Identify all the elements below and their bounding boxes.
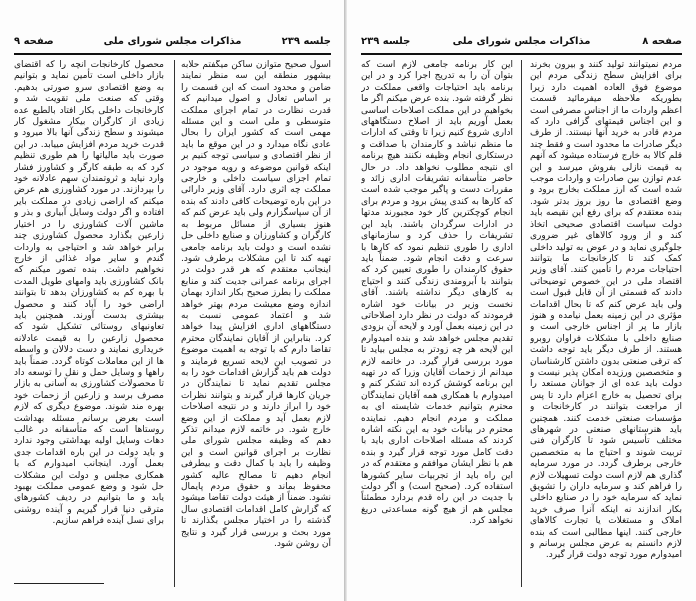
right-page bbox=[347, 0, 696, 601]
right-page-header bbox=[361, 35, 682, 55]
right-page-column-divider bbox=[521, 60, 522, 587]
left-page-column-left-text: محصول کارخانجات آنچه را که اقتضای بازار داخلی است تأمین نماید و بتوانیم به وضع اقتصادی سرو صورتی بدهیم. وقتی که صنعت ملی تقویت شد و کارخانجات داخلی بکار افتاد بالطبع عده زیادی از کارگران بیکار مشغول کار میشوند و سطح زندگی آنها بالا میرود و قدرت خرید مردم افزایش مییابد. در این صورت باید مالیاتها را هم طوری تنظیم کرد که به طبقه کارگر و کشاورز فشار وارد نیاید و ثروتمندان سهم عادلانه خود را بپردازند. در مورد کشاورزی هم عرض میکنم که اراضی زیادی در مملکت بایر افتاده و اگر دولت وسایل آبیاری و بذر و ماشین آلات کشاورزی را در اختیار زارعین بگذارد محصول کشاورزی چند برابر خواهد شد و احتیاجی به واردات گندم و سایر مواد غذائی از خارج نخواهیم داشت. بنده تصور میکنم که بانک کشاورزی باید وامهای طویل المدت با بهره کم به کشاورزان بدهد تا بتوانند اراضی خود را آباد کنند و محصول بیشتری بدست آورند. همچنین باید تعاونیهای روستائی تشکیل شود که محصول زارعین را به قیمت عادلانه خریداری نمایند و دست دلالان و واسطه ها از این معاملات کوتاه گردد. ضمناً باید راهها و وسایل حمل و نقل را توسعه داد تا محصولات کشاورزی به آسانی به بازار مصرف برسد و زارعین از زحمات خود بهره مند شوند. موضوع دیگری که لازم است بعرض برسانم مسئله بهداشت روستاها است که متأسفانه در غالب دهات وسایل اولیه بهداشتی وجود ندارد و باید دولت در این باره اقدامات جدی بعمل آورد. اینجانب امیدوارم که با همکاری مجلس و دولت این مشکلات حل شود و وضع عمومی مملکت بهبود یابد و ما بتوانیم در ردیف کشورهای مترقی دنیا قرار گیریم و آینده روشنی برای نسل آینده فراهم سازیم. bbox=[14, 60, 164, 527]
left-page bbox=[0, 0, 346, 601]
left-page-column-left bbox=[14, 60, 164, 589]
right-page-column-right-text: مردم نمیتوانند تولید کنند و بیرون بخرند برای افزایش سطح زندگی مردم این موضوع فوق العاده اهمیت دارد زیرا بطوریکه ملاحظه میفرمائید قسمت اعظم واردات ما از اجناس مصرفی است و این اجناس قیمتهای گزافی دارد که مردم قادر به خرید آنها نیستند. از طرف دیگر صادرات ما محدود است و فقط چند قلم کالا به خارج فرستاده میشود که آنهم به قیمت نازلی بفروش میرسد و این عدم توازن بین صادرات و واردات موجب شده است که ارز مملکت بخارج برود و وضع اقتصادی ما روز بروز بدتر شود. بنده معتقدم که برای رفع این نقیصه باید دولت سیاست اقتصادی صحیحی اتخاذ کند و از ورود کالاهای غیر ضروری جلوگیری نماید و در عوض به تولید داخلی کمک کند تا کارخانجات ما بتوانند احتیاجات مردم را تأمین کنند. آقای وزیر اقتصاد ملی در این خصوص توضیحاتی دادند که قسمتی از آن قابل قبول است ولی باید عرض کنم که تا بحال اقدامات مؤثری در این زمینه بعمل نیامده و هنوز بازار ما پر از اجناس خارجی است و صنایع داخلی با مشکلات فراوان روبرو هستند. از طرف دیگر باید توجه داشت که ترقی صنعتی بدون داشتن کارشناسان و متخصصین ورزیده امکان پذیر نیست و دولت باید عده ای از جوانان مستعد را برای تحصیل به خارج اعزام دارد تا پس از مراجعت بتوانند در کارخانجات و مؤسسات صنعتی خدمت کنند. همچنین باید هنرستانهای صنعتی در شهرهای مختلف تأسیس شود تا کارگران فنی تربیت شوند و احتیاج ما به متخصصین خارجی برطرف گردد. در مورد سرمایه گذاری هم لازم است دولت تسهیلات لازم را فراهم کند و سرمایه داران را تشویق نماید که سرمایه خود را در صنایع داخلی بکار اندازند نه اینکه آنرا صرف خرید املاک و مستغلات یا تجارت کالاهای خارجی کنند. اینها مطالبی است که بنده لازم دانستم به عرض مجلس برسانم و امیدوارم مورد توجه دولت قرار گیرد. bbox=[530, 60, 682, 561]
left-page-column-right-text: اسول صحیح متوازن ساکن میگفتم حلابه بیشهور منطقه این سه منظر نمایند ضامن و محدود است که این قسمت را بر اساس تعادل و اصول میدانیم که قدرت نظارت در تمام اجزای مملکت متوسطی و ملی است و این مسئله مهمی است که کشور ایران را بحال عادی نگاه میدارد و در این موقع ما باید از نظر اقتصادی و سیاسی توجه کنیم بر اینکه قوانین موضوعه و رویه موجود در تمام اجزای سیاست داخلی و خارجی مملکت چه اثری دارد. آقای وزیر دارائی در این باره توضیحات کافی دادند که بنده از آن سپاسگزارم ولی باید عرض کنم که هنوز بسیاری از مسائل مربوط به کارگران و کشاورزان و صنایع داخلی حل نشده است و دولت باید برنامه جامعی تهیه کند تا این مشکلات برطرف شود. اینجانب معتقدم که هر قدر دولت در اجرای برنامه عمرانی جدیت کند و منابع مملکت را بطرز صحیح بکار اندازد بهمان اندازه وضع معیشت مردم بهتر خواهد شد و اعتماد عمومی نسبت به دستگاههای اداری افزایش پیدا خواهد کرد. بنابراین از آقایان نمایندگان محترم تقاضا دارم که با توجه به اهمیت موضوع در تصویب این لایحه تسریع فرمایند و دولت هم باید گزارش اقدامات خود را به مجلس تقدیم نماید تا نمایندگان در جریان کارها قرار گیرند و بتوانند نظرات خود را ابراز دارند و در نتیجه اصلاحات لازم بعمل آید و مملکت از این وضع خارج شود. در خاتمه لازم میدانم تذکر دهم که وظیفه مجلس شورای ملی نظارت بر اجرای قوانین است و این وظیفه را باید با کمال دقت و بیطرفی انجام دهیم تا مصالح عالیه کشور محفوظ بماند و حقوق مردم پایمال نشود. ضمناً از هیئت دولت تقاضا میشود که گزارش کامل اقدامات اقتصادی سال گذشته را در اختیار مجلس بگذارند تا مورد بحث و بررسی قرار گیرد و نتایج آن روشن شود. bbox=[181, 60, 331, 550]
left-header-title: مذاکرات مجلس شورای ملی bbox=[103, 36, 242, 47]
left-page-column-divider bbox=[174, 60, 175, 587]
right-header-title: مذاکرات مجلس شورای ملی bbox=[452, 36, 591, 47]
left-page-footnote-rule bbox=[14, 583, 104, 584]
left-page-header bbox=[14, 35, 331, 55]
left-header-session: جلسه ۲۳۹ bbox=[281, 36, 331, 47]
right-header-page-label: صفحه ۸ bbox=[642, 36, 682, 47]
left-page-column-right bbox=[181, 60, 331, 589]
right-header-session: جلسه ۲۳۹ bbox=[361, 36, 411, 47]
left-header-page-label: صفحه ۹ bbox=[14, 36, 54, 47]
right-page-column-left-text: این کار برنامه جامعی لازم است که بتوان آن را به تدریج اجرا کرد و در این برنامه باید احتیاجات واقعی مملکت در نظر گرفته شود. بنده عرض میکنم اگر ما بخواهیم در این مملکت اصلاحات اساسی بعمل آوریم باید از اصلاح دستگاههای اداری شروع کنیم زیرا تا وقتی که ادارات ما منظم نباشد و کارمندان با صداقت و درستکاری انجام وظیفه نکنند هیچ برنامه ای نتیجه مطلوب نخواهد داد. در حال حاضر متأسفانه تشریفات اداری زائد و مقررات دست و پاگیر موجب شده است که کارها به کندی پیش برود و مردم برای انجام کوچکترین کار خود مجبورند مدتها در ادارات سرگردان باشند. باید این تشریفات را حذف کرد و سازمانهای اداری را طوری تنظیم نمود که کارها با سرعت و دقت انجام شود. ضمناً باید حقوق کارمندان را طوری تعیین کرد که بتوانند با آبرومندی زندگی کنند و احتیاج به کارهای دیگر نداشته باشند. آقای نخست وزیر در بیانات خود اشاره فرمودند که دولت در نظر دارد اصلاحاتی در این زمینه بعمل آورد و لایحه آن بزودی تقدیم مجلس خواهد شد و بنده امیدوارم این لایحه هر چه زودتر به مجلس بیاید تا مورد بررسی قرار گیرد. در خاتمه لازم میدانم از زحمات آقایان وزرا که در تهیه این برنامه کوشش کرده اند تشکر کنم و امیدوارم با همکاری همه آقایان نمایندگان محترم بتوانیم خدمات شایسته ای به مملکت و مردم انجام دهیم. نماینده محترم در بیانات خود به این نکته اشاره کردند که مسئله اصلاحات اداری باید با دقت کامل مورد توجه قرار گیرد و بنده هم با نظر ایشان موافقم و معتقدم که در این راه باید از تجربیات سایر کشورها استفاده کرد. (صحیح است) و اگر دولت با جدیت در این راه قدم بردارد مطمئناً مجلس هم از هیچ گونه مساعدتی دریغ نخواهد کرد. bbox=[361, 60, 513, 527]
right-page-column-left bbox=[361, 60, 513, 589]
right-page-column-right bbox=[530, 60, 682, 589]
